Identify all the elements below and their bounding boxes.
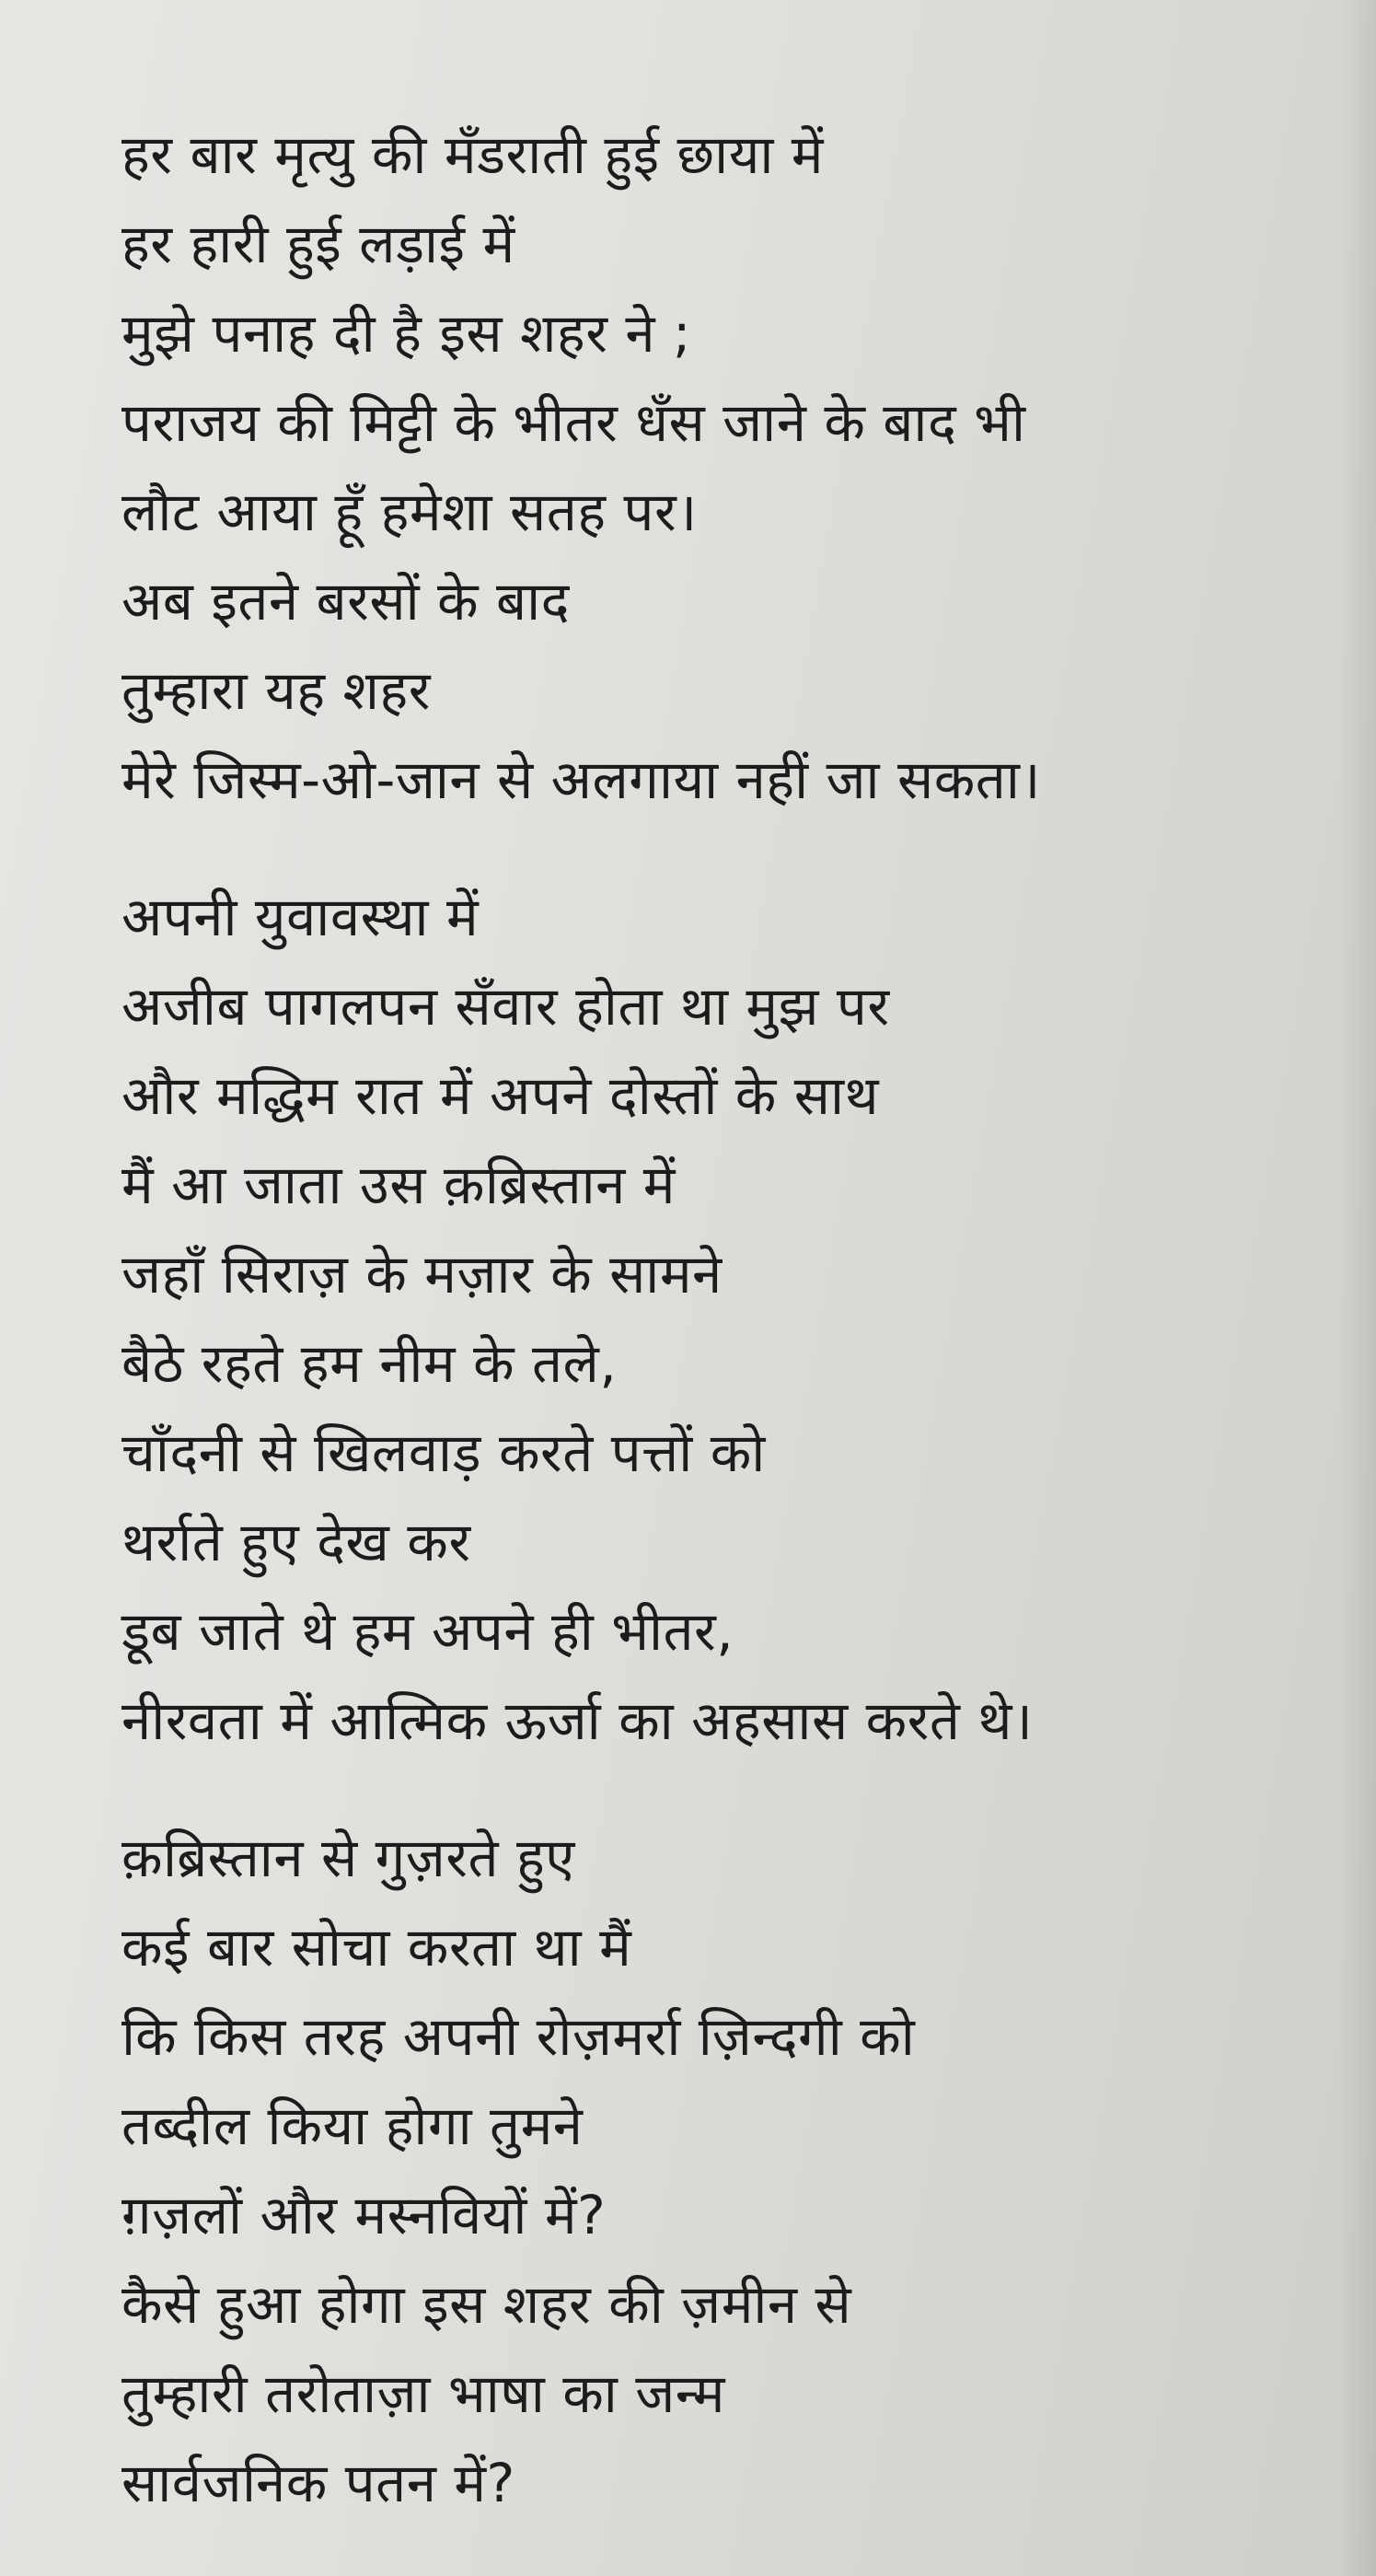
poem-line: कई बार सोचा करता था मैं [121, 1916, 632, 1978]
poem-line: लौट आया हूँ हमेशा सतह पर। [121, 481, 698, 543]
poem-line: कि किस तरह अपनी रोज़मर्रा ज़िन्दगी को [121, 2005, 916, 2068]
poem-line: तुम्हारी तरोताज़ा भाषा का जन्म [121, 2362, 725, 2425]
stanza-2 [121, 873, 1346, 1766]
page-edge-shadow [1339, 0, 1376, 2576]
poem-line: चाँदनी से खिलवाड़ करते पत्तों को [121, 1421, 766, 1484]
poem-line: कैसे हुआ होगा इस शहर की ज़मीन से [121, 2273, 852, 2336]
poem-line: पराजय की मिट्टी के भीतर धँस जाने के बाद भी [121, 391, 1026, 454]
stanza-3 [121, 1814, 1346, 2528]
poem-line: बैठे रहते हम नीम के तले, [121, 1332, 618, 1395]
poem-line: अजीब पागलपन सँवार होता था मुझ पर [121, 975, 890, 1038]
poem-line: थर्राते हुए देख कर [121, 1511, 471, 1573]
poem-line: मैं आ जाता उस क़ब्रिस्तान में [121, 1154, 676, 1216]
poem-line: अपनी युवावस्था में [121, 886, 480, 948]
poem-line: नीरवता में आत्मिक ऊर्जा का अहसास करते थे। [121, 1689, 1034, 1752]
stanza-1 [121, 110, 1346, 825]
poem-line: हर हारी हुई लड़ाई में [121, 213, 515, 275]
poem-line: तब्दील किया होगा तुमने [121, 2094, 584, 2157]
poem-line: मुझे पनाह दी है इस शहर ने ; [121, 302, 692, 365]
poem-line: तुम्हारा यह शहर [121, 659, 431, 722]
poem-text [121, 110, 1346, 2528]
poem-line: सार्वजनिक पतन में? [121, 2452, 515, 2514]
poem-line: क़ब्रिस्तान से गुज़रते हुए [121, 1827, 575, 1889]
poem-line: अब इतने बरसों के बाद [121, 570, 570, 632]
poem-line: ग़ज़लों और मस्नवियों में? [121, 2184, 607, 2246]
poem-line: और मद्धिम रात में अपने दोस्तों के साथ [121, 1064, 880, 1127]
poem-line: डूब जाते थे हम अपने ही भीतर, [121, 1600, 734, 1663]
poem-line: जहाँ सिराज़ के मज़ार के सामने [121, 1243, 723, 1305]
poem-line: मेरे जिस्म-ओ-जान से अलगाया नहीं जा सकता। [121, 748, 1041, 811]
poem-line: हर बार मृत्यु की मँडराती हुई छाया में [121, 123, 824, 186]
